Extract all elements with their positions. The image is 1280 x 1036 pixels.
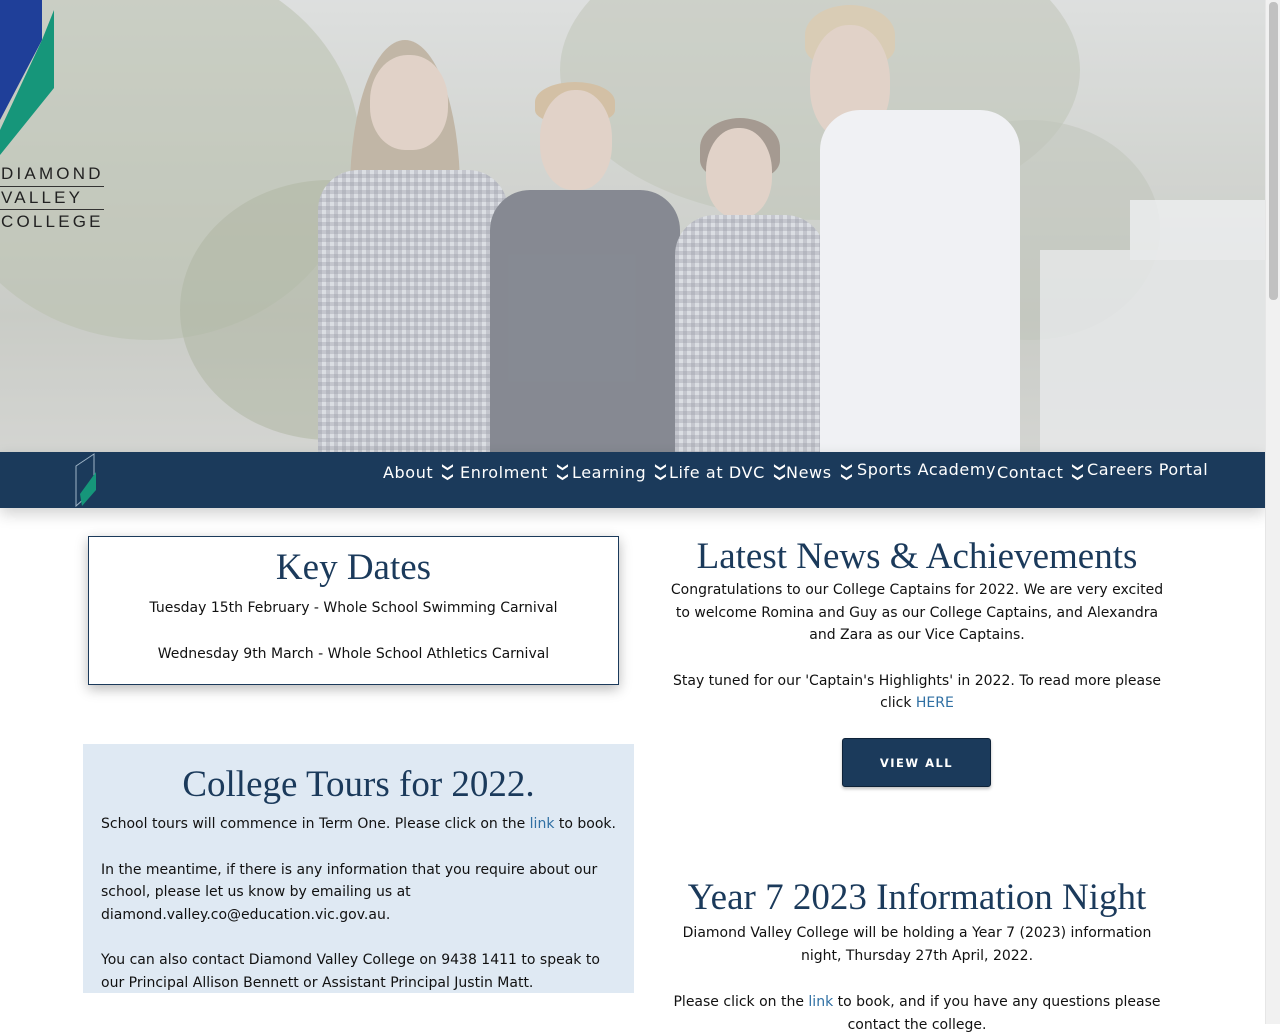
chevron-down-icon: ❯❯ xyxy=(839,462,853,483)
chevron-down-icon: ❯❯ xyxy=(654,462,668,483)
latest-news-section xyxy=(662,536,1172,715)
news-paragraph-1: Congratulations to our College Captains for 2022. We are very excited to welcome Romina and Guy as our College Captains, and Alexandra and Zara as our Vice Captains. xyxy=(670,582,1164,643)
page-scrollbar[interactable] xyxy=(1265,0,1280,1024)
tours-book-link[interactable]: link xyxy=(529,816,555,832)
news-paragraph-2 xyxy=(662,670,1172,715)
logo-text-line2: VALLEY xyxy=(1,188,84,207)
logo-text-line3: COLLEGE xyxy=(1,212,104,231)
nav-item-enrolment[interactable] xyxy=(460,463,573,482)
key-dates-title: Key Dates xyxy=(275,547,432,588)
year7-book-link[interactable]: link xyxy=(808,994,834,1010)
logo-text-line1: DIAMOND xyxy=(1,164,104,183)
year7-text: Please click on the xyxy=(673,994,809,1010)
tours-paragraph-2: In the meantime, if there is any information that you require about our school, please let us know by emailing us at diamond.valley.co@education.vic.gov.au. xyxy=(101,861,598,923)
nav-label: Sports Academy xyxy=(857,460,997,479)
view-all-button[interactable]: VIEW ALL xyxy=(842,738,991,787)
nav-label: Contact xyxy=(997,463,1064,482)
tours-text: to book. xyxy=(554,816,616,832)
key-date-item: Tuesday 15th February - Whole School Swimming Carnival xyxy=(149,600,558,616)
year7-paragraph-2 xyxy=(662,991,1172,1036)
key-dates-card xyxy=(88,536,619,685)
tours-text: School tours will commence in Term One. Please click on the xyxy=(101,816,530,832)
college-logo[interactable] xyxy=(0,0,110,240)
year7-paragraph-1: Diamond Valley College will be holding a Year 7 (2023) information night, Thursday 27th April, 2022. xyxy=(682,925,1152,964)
logo-mark-icon xyxy=(0,0,60,160)
year7-text: to book, and if you have any questions please contact the college. xyxy=(833,994,1161,1033)
college-tours-panel xyxy=(83,744,634,993)
nav-label: Life at DVC xyxy=(669,463,765,482)
chevron-down-icon: ❯❯ xyxy=(556,462,570,483)
nav-label: Enrolment xyxy=(460,463,548,482)
nav-label: Careers Portal xyxy=(1087,460,1209,479)
news-read-more-link[interactable]: HERE xyxy=(915,695,954,711)
nav-item-careers-portal[interactable] xyxy=(1087,460,1208,479)
chevron-down-icon: ❯❯ xyxy=(441,462,455,483)
nav-item-about[interactable] xyxy=(383,463,458,482)
college-tours-title: College Tours for 2022. xyxy=(182,764,535,805)
hero-image xyxy=(0,0,1265,452)
nav-item-life-at-dvc[interactable] xyxy=(669,463,789,482)
tours-paragraph-3: You can also contact Diamond Valley College on 9438 1411 to speak to our Principal Allison Bennett or Assistant Principal Justin Matt. xyxy=(101,952,600,991)
nav-label: About xyxy=(383,463,434,482)
nav-item-learning[interactable] xyxy=(572,463,671,482)
key-date-item: Wednesday 9th March - Whole School Athletics Carnival xyxy=(157,645,550,662)
nav-item-sports-academy[interactable] xyxy=(857,460,996,479)
chevron-down-icon: ❯❯ xyxy=(773,462,787,483)
nav-item-contact[interactable] xyxy=(997,463,1088,482)
news-title: Latest News & Achievements xyxy=(696,536,1138,577)
year7-info-night-section xyxy=(662,877,1172,1036)
tours-paragraph-1 xyxy=(101,813,616,836)
nav-item-news[interactable] xyxy=(786,463,856,482)
news-text: Stay tuned for our 'Captain's Highlights' in 2022. To read more please click xyxy=(672,672,1162,711)
year7-title: Year 7 2023 Information Night xyxy=(687,877,1147,918)
nav-logo-mark-icon[interactable] xyxy=(74,452,100,513)
scrollbar-thumb[interactable] xyxy=(1269,2,1278,300)
nav-label: News xyxy=(786,463,832,482)
chevron-down-icon: ❯❯ xyxy=(1071,462,1085,483)
nav-label: Learning xyxy=(572,463,647,482)
main-navigation xyxy=(0,452,1265,508)
